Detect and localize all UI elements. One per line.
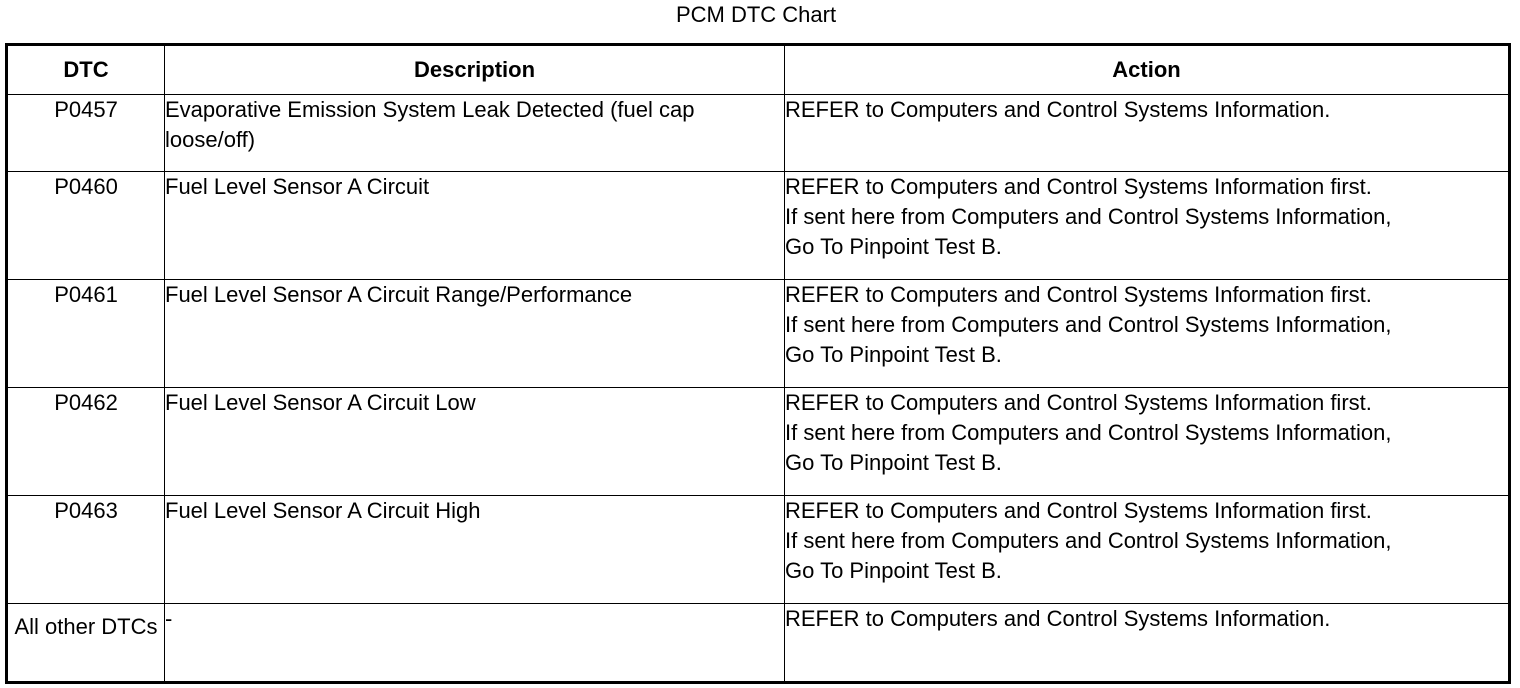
table-row bbox=[7, 280, 1510, 388]
dtc-code: P0457 bbox=[7, 95, 165, 172]
dtc-description: Fuel Level Sensor A Circuit bbox=[165, 172, 785, 280]
dtc-action bbox=[785, 388, 1510, 496]
action-line: REFER to Computers and Control Systems Information. bbox=[785, 606, 1331, 631]
dtc-description: - bbox=[165, 604, 785, 683]
table-row bbox=[7, 388, 1510, 496]
table-row bbox=[7, 604, 1510, 683]
dtc-action bbox=[785, 95, 1510, 172]
action-line: REFER to Computers and Control Systems Information first. bbox=[785, 174, 1372, 199]
dtc-action bbox=[785, 604, 1510, 683]
dtc-table bbox=[5, 43, 1511, 684]
dtc-action bbox=[785, 172, 1510, 280]
dtc-code: All other DTCs bbox=[7, 604, 165, 683]
dtc-action bbox=[785, 280, 1510, 388]
dtc-description: Fuel Level Sensor A Circuit Low bbox=[165, 388, 785, 496]
dtc-description: Fuel Level Sensor A Circuit Range/Performance bbox=[165, 280, 785, 388]
header-dtc: DTC bbox=[7, 45, 165, 95]
dtc-description: Evaporative Emission System Leak Detected (fuel cap loose/off) bbox=[165, 95, 785, 172]
dtc-code: P0463 bbox=[7, 496, 165, 604]
header-action: Action bbox=[785, 45, 1510, 95]
action-line: If sent here from Computers and Control Systems Information, bbox=[785, 204, 1392, 229]
action-line-pinpoint-link[interactable]: Go To Pinpoint Test B. bbox=[785, 450, 1002, 475]
dtc-action bbox=[785, 496, 1510, 604]
action-line-pinpoint-link[interactable]: Go To Pinpoint Test B. bbox=[785, 342, 1002, 367]
action-line-pinpoint-link[interactable]: Go To Pinpoint Test B. bbox=[785, 558, 1002, 583]
action-line-pinpoint-link[interactable]: Go To Pinpoint Test B. bbox=[785, 234, 1002, 259]
dtc-code: P0460 bbox=[7, 172, 165, 280]
table-row bbox=[7, 95, 1510, 172]
dtc-description: Fuel Level Sensor A Circuit High bbox=[165, 496, 785, 604]
table-row bbox=[7, 496, 1510, 604]
action-line: If sent here from Computers and Control Systems Information, bbox=[785, 420, 1392, 445]
header-description: Description bbox=[165, 45, 785, 95]
action-line: REFER to Computers and Control Systems Information. bbox=[785, 97, 1331, 122]
header-row bbox=[7, 45, 1510, 95]
action-line: REFER to Computers and Control Systems Information first. bbox=[785, 282, 1372, 307]
action-line: REFER to Computers and Control Systems Information first. bbox=[785, 498, 1372, 523]
dtc-code: P0461 bbox=[7, 280, 165, 388]
table-row bbox=[7, 172, 1510, 280]
dtc-code: P0462 bbox=[7, 388, 165, 496]
action-line: If sent here from Computers and Control Systems Information, bbox=[785, 528, 1392, 553]
action-line: REFER to Computers and Control Systems Information first. bbox=[785, 390, 1372, 415]
page-title: PCM DTC Chart bbox=[675, 2, 837, 27]
action-line: If sent here from Computers and Control Systems Information, bbox=[785, 312, 1392, 337]
